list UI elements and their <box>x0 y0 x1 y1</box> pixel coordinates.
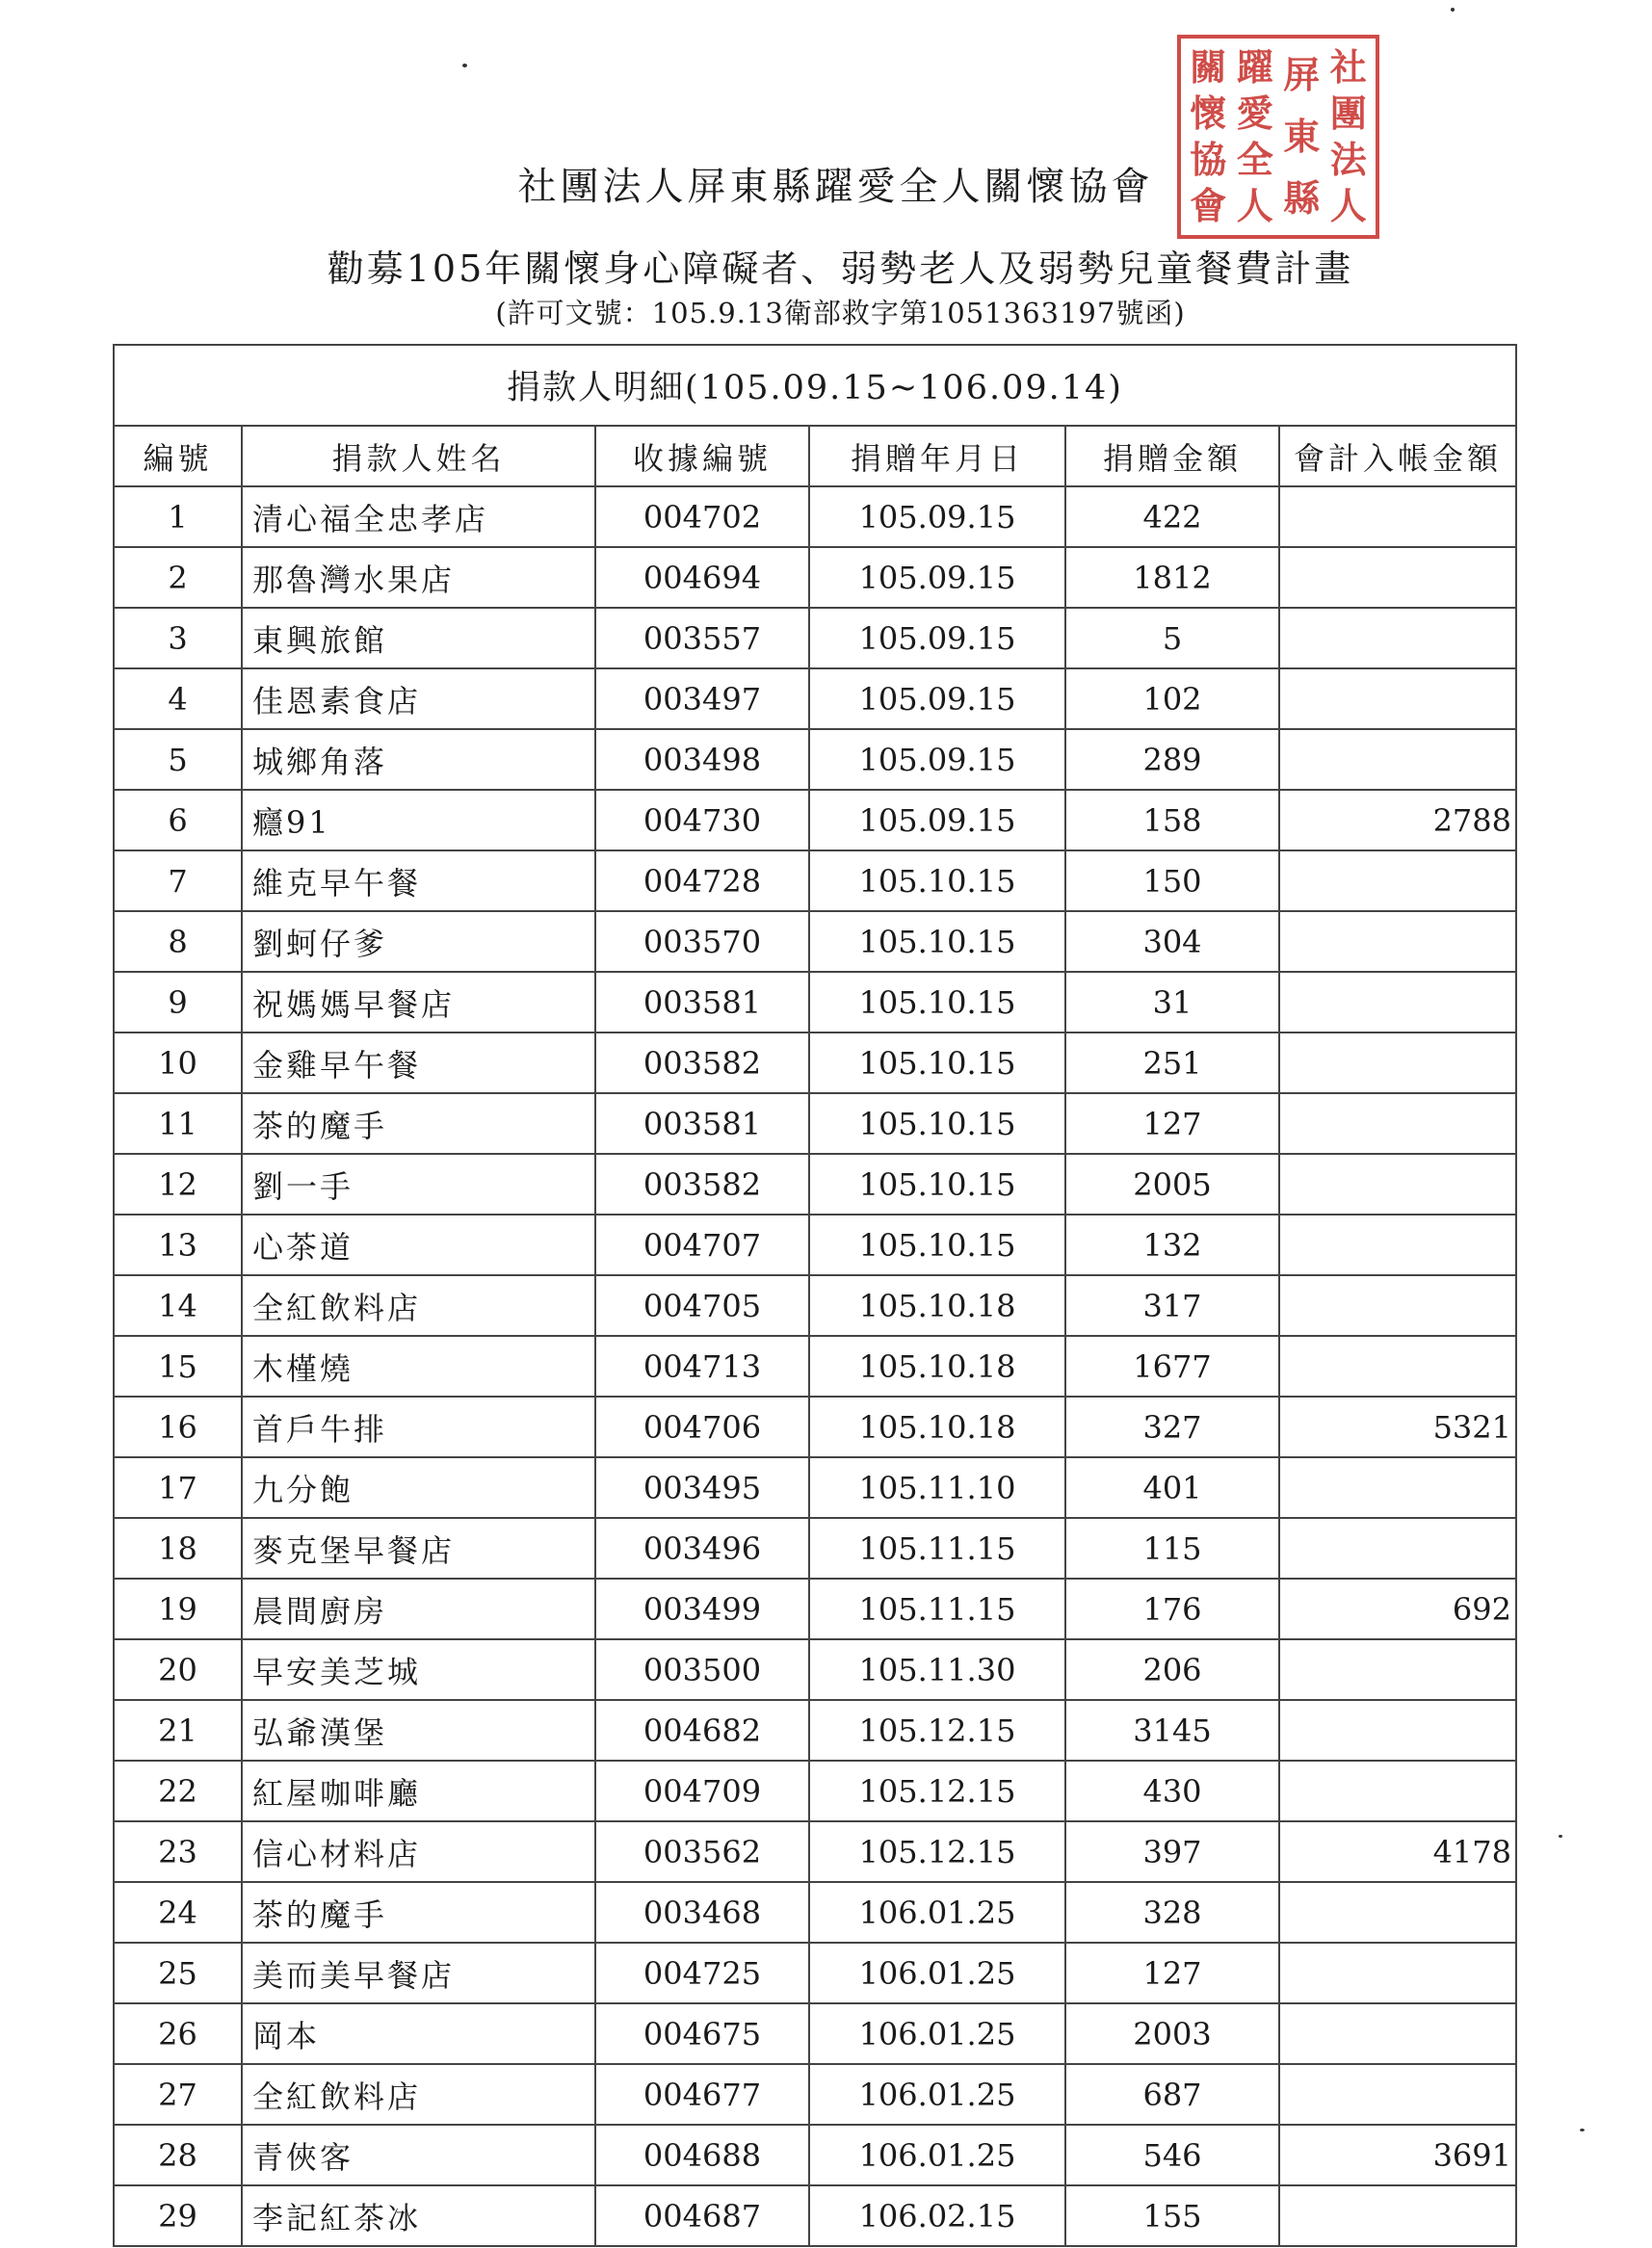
cell-receipt-number: 004675 <box>595 2003 809 2064</box>
donor-table <box>113 344 1517 2247</box>
cell-donation-date: 106.02.15 <box>809 2185 1065 2246</box>
cell-donor-name: 金雞早午餐 <box>242 1033 595 1093</box>
table-row <box>114 1093 1516 1154</box>
cell-donation-amount: 401 <box>1065 1457 1279 1518</box>
cell-account-amount <box>1279 1336 1516 1397</box>
cell-account-amount <box>1279 729 1516 790</box>
cell-donation-amount: 1812 <box>1065 547 1279 608</box>
table-header-row <box>114 426 1516 486</box>
cell-account-amount <box>1279 1275 1516 1336</box>
seal-column: 關 懷 協 會 <box>1190 45 1227 227</box>
cell-donation-amount: 127 <box>1065 1943 1279 2003</box>
cell-donor-name: 木槿燒 <box>242 1336 595 1397</box>
cell-receipt-number: 003495 <box>595 1457 809 1518</box>
cell-receipt-number: 003468 <box>595 1882 809 1943</box>
cell-no: 9 <box>114 972 242 1033</box>
cell-donor-name: 癮91 <box>242 790 595 850</box>
cell-donation-date: 105.10.15 <box>809 850 1065 911</box>
cell-no: 1 <box>114 486 242 547</box>
cell-no: 7 <box>114 850 242 911</box>
table-row <box>114 1639 1516 1700</box>
cell-donation-amount: 31 <box>1065 972 1279 1033</box>
cell-receipt-number: 004688 <box>595 2125 809 2185</box>
cell-account-amount: 5321 <box>1279 1397 1516 1457</box>
cell-account-amount <box>1279 850 1516 911</box>
cell-receipt-number: 004694 <box>595 547 809 608</box>
column-header-account: 會計入帳金額 <box>1279 426 1516 486</box>
cell-account-amount <box>1279 1457 1516 1518</box>
cell-receipt-number: 003581 <box>595 1093 809 1154</box>
table-row <box>114 2003 1516 2064</box>
cell-donor-name: 信心材料店 <box>242 1821 595 1882</box>
cell-account-amount <box>1279 1033 1516 1093</box>
cell-receipt-number: 004730 <box>595 790 809 850</box>
table-row <box>114 790 1516 850</box>
cell-receipt-number: 003496 <box>595 1518 809 1579</box>
table-row <box>114 2125 1516 2185</box>
cell-donation-date: 105.09.15 <box>809 486 1065 547</box>
table-row <box>114 486 1516 547</box>
cell-donation-amount: 2003 <box>1065 2003 1279 2064</box>
cell-donation-date: 105.10.15 <box>809 1093 1065 1154</box>
cell-account-amount <box>1279 2003 1516 2064</box>
cell-no: 15 <box>114 1336 242 1397</box>
seal-column: 躍 愛 全 人 <box>1236 45 1273 227</box>
table-row <box>114 1336 1516 1397</box>
cell-donation-amount: 328 <box>1065 1882 1279 1943</box>
seal-column: 屏 東 縣 <box>1283 53 1321 220</box>
cell-account-amount <box>1279 547 1516 608</box>
cell-receipt-number: 004707 <box>595 1215 809 1275</box>
plan-title: 勸募105年關懷身心障礙者、弱勢老人及弱勢兒童餐費計畫 <box>327 248 1354 290</box>
cell-donor-name: 青俠客 <box>242 2125 595 2185</box>
cell-account-amount <box>1279 1215 1516 1275</box>
table-row <box>114 911 1516 972</box>
table-row <box>114 972 1516 1033</box>
cell-donation-date: 105.10.18 <box>809 1336 1065 1397</box>
cell-receipt-number: 003497 <box>595 668 809 729</box>
cell-no: 23 <box>114 1821 242 1882</box>
cell-no: 6 <box>114 790 242 850</box>
cell-donation-date: 105.11.30 <box>809 1639 1065 1700</box>
scan-speck <box>1559 1835 1562 1838</box>
cell-no: 12 <box>114 1154 242 1215</box>
cell-receipt-number: 003498 <box>595 729 809 790</box>
cell-receipt-number: 003500 <box>595 1639 809 1700</box>
cell-donation-date: 106.01.25 <box>809 2064 1065 2125</box>
cell-receipt-number: 004728 <box>595 850 809 911</box>
cell-donation-date: 105.10.15 <box>809 972 1065 1033</box>
cell-receipt-number: 003582 <box>595 1154 809 1215</box>
cell-donation-amount: 5 <box>1065 608 1279 668</box>
cell-account-amount: 2788 <box>1279 790 1516 850</box>
cell-donation-date: 105.09.15 <box>809 790 1065 850</box>
cell-donation-amount: 2005 <box>1065 1154 1279 1215</box>
cell-donation-date: 106.01.25 <box>809 2003 1065 2064</box>
scan-speck <box>1580 2129 1585 2131</box>
cell-donor-name: 岡本 <box>242 2003 595 2064</box>
cell-donation-date: 105.11.15 <box>809 1518 1065 1579</box>
scan-speck <box>1451 8 1455 12</box>
cell-donation-amount: 327 <box>1065 1397 1279 1457</box>
cell-donation-date: 106.01.25 <box>809 1943 1065 2003</box>
cell-no: 11 <box>114 1093 242 1154</box>
column-header-amount: 捐贈金額 <box>1065 426 1279 486</box>
cell-donation-amount: 289 <box>1065 729 1279 790</box>
table-row <box>114 729 1516 790</box>
table-row <box>114 1700 1516 1761</box>
cell-account-amount <box>1279 668 1516 729</box>
cell-receipt-number: 003570 <box>595 911 809 972</box>
cell-donation-date: 105.12.15 <box>809 1821 1065 1882</box>
cell-account-amount: 692 <box>1279 1579 1516 1639</box>
cell-no: 19 <box>114 1579 242 1639</box>
cell-donation-amount: 132 <box>1065 1215 1279 1275</box>
cell-donation-amount: 317 <box>1065 1275 1279 1336</box>
cell-receipt-number: 003582 <box>595 1033 809 1093</box>
cell-no: 4 <box>114 668 242 729</box>
cell-donor-name: 清心福全忠孝店 <box>242 486 595 547</box>
cell-donation-date: 105.09.15 <box>809 547 1065 608</box>
table-row <box>114 608 1516 668</box>
cell-account-amount <box>1279 1639 1516 1700</box>
permit-number: (許可文號：105.9.13衛部救字第1051363197號函) <box>495 297 1186 329</box>
cell-donation-date: 105.10.15 <box>809 1215 1065 1275</box>
cell-donation-amount: 546 <box>1065 2125 1279 2185</box>
cell-donation-date: 105.10.15 <box>809 1033 1065 1093</box>
table-row <box>114 1761 1516 1821</box>
cell-no: 10 <box>114 1033 242 1093</box>
cell-receipt-number: 004706 <box>595 1397 809 1457</box>
table-row <box>114 547 1516 608</box>
cell-donation-date: 105.11.10 <box>809 1457 1065 1518</box>
cell-no: 22 <box>114 1761 242 1821</box>
cell-no: 21 <box>114 1700 242 1761</box>
table-row <box>114 1033 1516 1093</box>
organization-title: 社團法人屏東縣躍愛全人關懷協會 <box>517 165 1154 209</box>
table-caption: 捐款人明細(105.09.15~106.09.14) <box>114 345 1516 426</box>
cell-donor-name: 早安美芝城 <box>242 1639 595 1700</box>
table-row <box>114 1518 1516 1579</box>
cell-account-amount <box>1279 1518 1516 1579</box>
cell-donor-name: 劉一手 <box>242 1154 595 1215</box>
cell-donor-name: 弘爺漢堡 <box>242 1700 595 1761</box>
cell-receipt-number: 004702 <box>595 486 809 547</box>
cell-donation-amount: 430 <box>1065 1761 1279 1821</box>
cell-no: 24 <box>114 1882 242 1943</box>
cell-donation-date: 105.12.15 <box>809 1700 1065 1761</box>
table-row <box>114 1882 1516 1943</box>
table-row <box>114 2185 1516 2246</box>
table-caption-row <box>114 345 1516 426</box>
organization-seal-stamp <box>1177 35 1379 239</box>
cell-donation-amount: 304 <box>1065 911 1279 972</box>
cell-donation-amount: 127 <box>1065 1093 1279 1154</box>
cell-no: 28 <box>114 2125 242 2185</box>
cell-donation-date: 105.09.15 <box>809 729 1065 790</box>
table-row <box>114 1821 1516 1882</box>
cell-donor-name: 美而美早餐店 <box>242 1943 595 2003</box>
cell-no: 8 <box>114 911 242 972</box>
cell-no: 2 <box>114 547 242 608</box>
document-header <box>0 0 1652 337</box>
cell-no: 17 <box>114 1457 242 1518</box>
cell-account-amount <box>1279 1761 1516 1821</box>
cell-no: 29 <box>114 2185 242 2246</box>
cell-donation-amount: 115 <box>1065 1518 1279 1579</box>
cell-donation-amount: 158 <box>1065 790 1279 850</box>
cell-donor-name: 茶的魔手 <box>242 1882 595 1943</box>
cell-account-amount <box>1279 486 1516 547</box>
cell-donation-amount: 687 <box>1065 2064 1279 2125</box>
table-row <box>114 1457 1516 1518</box>
table-row <box>114 2064 1516 2125</box>
table-row <box>114 668 1516 729</box>
cell-receipt-number: 004725 <box>595 1943 809 2003</box>
cell-donation-amount: 150 <box>1065 850 1279 911</box>
cell-account-amount <box>1279 1700 1516 1761</box>
scan-speck <box>462 64 467 67</box>
cell-donation-amount: 102 <box>1065 668 1279 729</box>
cell-donation-amount: 155 <box>1065 2185 1279 2246</box>
cell-account-amount <box>1279 1093 1516 1154</box>
cell-donation-date: 106.01.25 <box>809 1882 1065 1943</box>
cell-donor-name: 茶的魔手 <box>242 1093 595 1154</box>
cell-receipt-number: 004705 <box>595 1275 809 1336</box>
cell-receipt-number: 004713 <box>595 1336 809 1397</box>
column-header-receipt: 收據編號 <box>595 426 809 486</box>
cell-donor-name: 維克早午餐 <box>242 850 595 911</box>
cell-account-amount <box>1279 1154 1516 1215</box>
column-header-date: 捐贈年月日 <box>809 426 1065 486</box>
cell-donation-date: 105.10.18 <box>809 1397 1065 1457</box>
cell-no: 25 <box>114 1943 242 2003</box>
cell-donation-date: 106.01.25 <box>809 2125 1065 2185</box>
cell-no: 13 <box>114 1215 242 1275</box>
cell-donation-amount: 1677 <box>1065 1336 1279 1397</box>
column-header-name: 捐款人姓名 <box>242 426 595 486</box>
cell-account-amount <box>1279 1943 1516 2003</box>
cell-receipt-number: 004709 <box>595 1761 809 1821</box>
cell-no: 26 <box>114 2003 242 2064</box>
cell-account-amount: 4178 <box>1279 1821 1516 1882</box>
table-row <box>114 1154 1516 1215</box>
cell-no: 5 <box>114 729 242 790</box>
cell-no: 27 <box>114 2064 242 2125</box>
cell-donation-date: 105.11.15 <box>809 1579 1065 1639</box>
cell-account-amount <box>1279 2185 1516 2246</box>
cell-account-amount <box>1279 2064 1516 2125</box>
cell-account-amount <box>1279 911 1516 972</box>
cell-donation-amount: 397 <box>1065 1821 1279 1882</box>
cell-donation-date: 105.09.15 <box>809 668 1065 729</box>
cell-receipt-number: 004677 <box>595 2064 809 2125</box>
cell-donor-name: 東興旅館 <box>242 608 595 668</box>
donor-table-body <box>114 486 1516 2246</box>
cell-account-amount: 3691 <box>1279 2125 1516 2185</box>
table-row <box>114 1579 1516 1639</box>
cell-donor-name: 全紅飲料店 <box>242 1275 595 1336</box>
cell-donor-name: 首戶牛排 <box>242 1397 595 1457</box>
cell-donation-date: 105.10.15 <box>809 911 1065 972</box>
cell-receipt-number: 004687 <box>595 2185 809 2246</box>
cell-receipt-number: 003562 <box>595 1821 809 1882</box>
table-row <box>114 1943 1516 2003</box>
table-row <box>114 850 1516 911</box>
cell-no: 20 <box>114 1639 242 1700</box>
seal-column: 社 團 法 人 <box>1329 45 1367 227</box>
cell-donation-date: 105.09.15 <box>809 608 1065 668</box>
cell-donor-name: 九分飽 <box>242 1457 595 1518</box>
cell-donation-date: 105.10.18 <box>809 1275 1065 1336</box>
cell-donation-amount: 422 <box>1065 486 1279 547</box>
cell-donor-name: 那魯灣水果店 <box>242 547 595 608</box>
cell-donor-name: 祝媽媽早餐店 <box>242 972 595 1033</box>
cell-donation-date: 105.10.15 <box>809 1154 1065 1215</box>
cell-donation-amount: 3145 <box>1065 1700 1279 1761</box>
cell-no: 3 <box>114 608 242 668</box>
cell-donor-name: 城鄉角落 <box>242 729 595 790</box>
cell-account-amount <box>1279 608 1516 668</box>
cell-donation-amount: 176 <box>1065 1579 1279 1639</box>
table-row <box>114 1215 1516 1275</box>
column-header-no: 編號 <box>114 426 242 486</box>
cell-donor-name: 晨間廚房 <box>242 1579 595 1639</box>
cell-no: 16 <box>114 1397 242 1457</box>
cell-donation-amount: 206 <box>1065 1639 1279 1700</box>
cell-account-amount <box>1279 1882 1516 1943</box>
cell-donor-name: 李記紅茶冰 <box>242 2185 595 2246</box>
cell-donor-name: 劉蚵仔爹 <box>242 911 595 972</box>
cell-donor-name: 全紅飲料店 <box>242 2064 595 2125</box>
cell-donor-name: 紅屋咖啡廳 <box>242 1761 595 1821</box>
cell-no: 18 <box>114 1518 242 1579</box>
cell-no: 14 <box>114 1275 242 1336</box>
table-row <box>114 1275 1516 1336</box>
cell-receipt-number: 003557 <box>595 608 809 668</box>
cell-donation-amount: 251 <box>1065 1033 1279 1093</box>
cell-donor-name: 麥克堡早餐店 <box>242 1518 595 1579</box>
cell-account-amount <box>1279 972 1516 1033</box>
cell-donor-name: 佳恩素食店 <box>242 668 595 729</box>
cell-receipt-number: 004682 <box>595 1700 809 1761</box>
table-row <box>114 1397 1516 1457</box>
cell-receipt-number: 003581 <box>595 972 809 1033</box>
cell-receipt-number: 003499 <box>595 1579 809 1639</box>
cell-donation-date: 105.12.15 <box>809 1761 1065 1821</box>
cell-donor-name: 心茶道 <box>242 1215 595 1275</box>
